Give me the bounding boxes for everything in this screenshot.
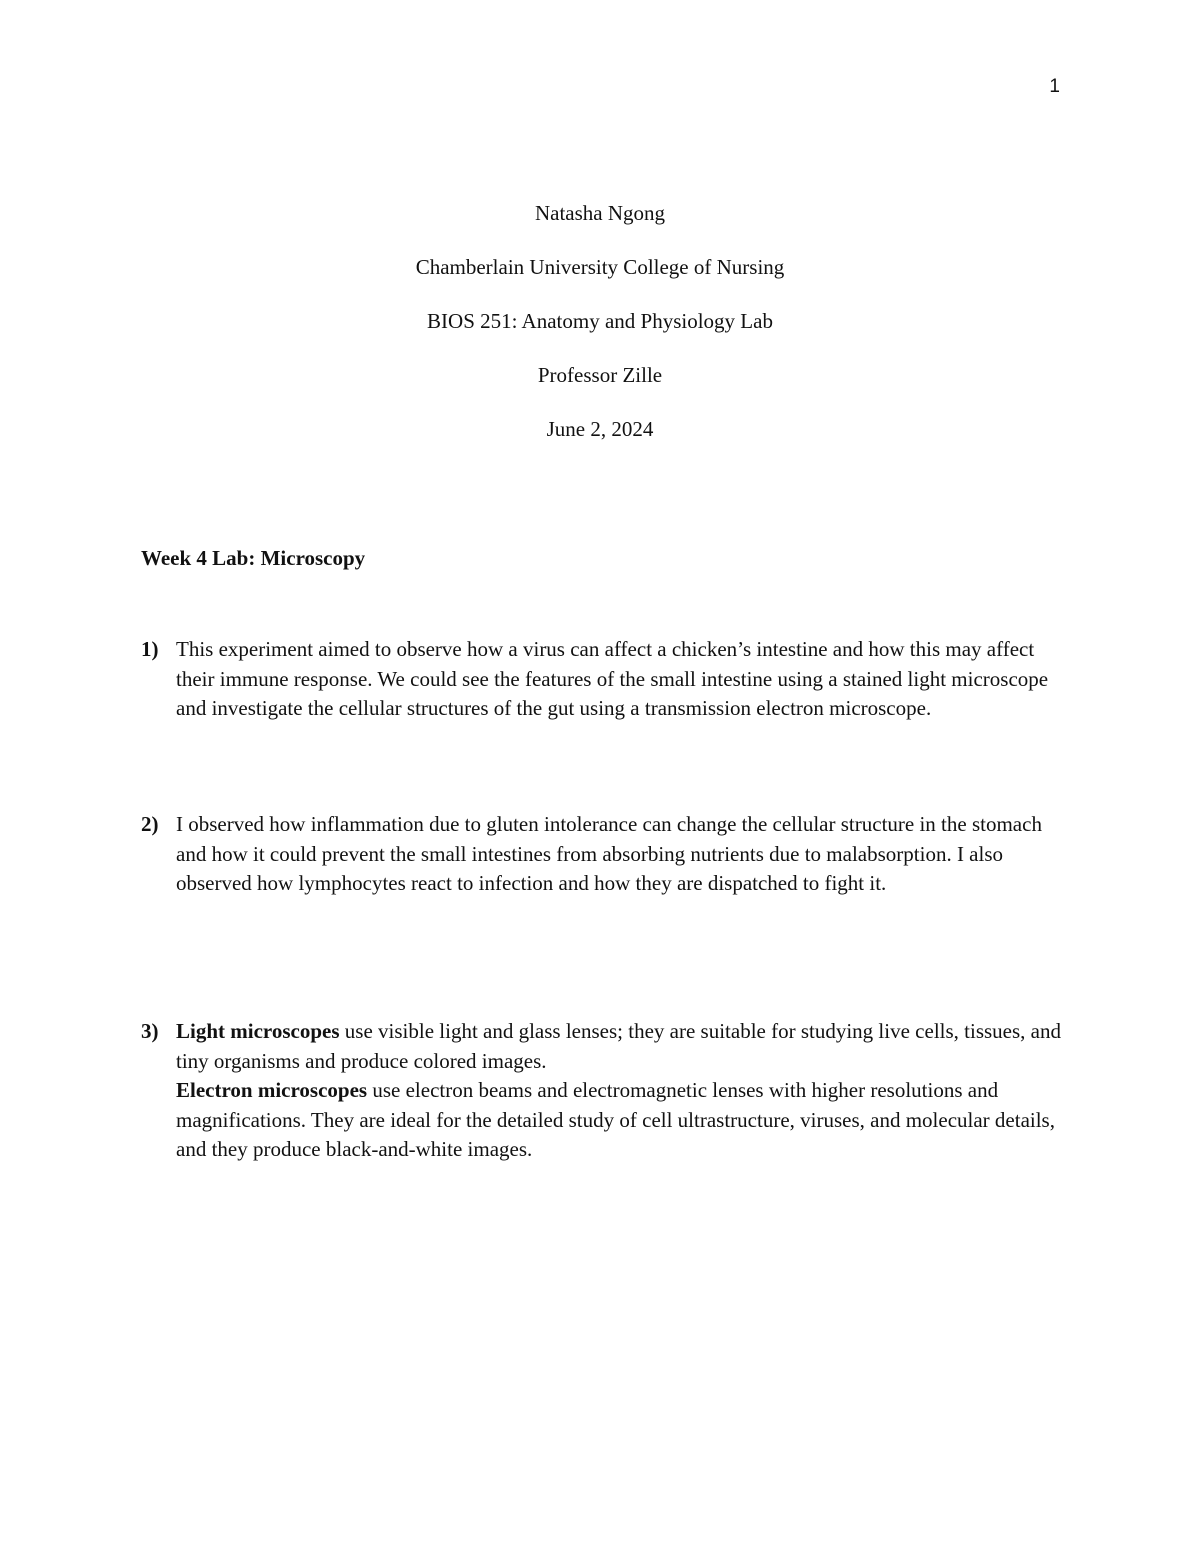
list-item <box>141 635 1071 724</box>
light-microscope-paragraph <box>176 1017 1071 1076</box>
list-item-text: I observed how inflammation due to gluten intolerance can change the cellular structure in the stomach and how it could prevent the small intestines from absorbing nutrients due to malabsorption. I also observed how lymphocytes react to infection and how they are dispatched to fight it. <box>176 812 1042 896</box>
list-item-number: 1) <box>141 637 159 661</box>
light-microscope-text: use visible light and glass lenses; they are suitable for studying live cells, tissues, and tiny organisms and produce colored images. <box>176 1019 1061 1073</box>
institution-name: Chamberlain University College of Nursing <box>415 255 785 279</box>
professor-name: Professor Zille <box>537 363 663 387</box>
list-item-body <box>176 1017 1071 1165</box>
list-item <box>141 1017 1071 1165</box>
submission-date: June 2, 2024 <box>546 417 654 441</box>
electron-microscope-term: Electron microscopes <box>176 1078 368 1103</box>
section-heading: Week 4 Lab: Microscopy <box>141 546 366 570</box>
author-name: Natasha Ngong <box>534 201 666 225</box>
course-name: BIOS 251: Anatomy and Physiology Lab <box>427 309 773 333</box>
list-item-text: This experiment aimed to observe how a virus can affect a chicken’s intestine and how this may affect their immune response. We could see the features of the small intestine using a stained light microscope and investigate the cellular structures of the gut using a transmission electron microscope. <box>176 637 1049 721</box>
title-block <box>0 186 1200 456</box>
light-microscope-term: Light microscopes <box>176 1019 340 1043</box>
list-item-number: 2) <box>141 812 159 836</box>
list-item <box>141 810 1071 899</box>
electron-microscope-paragraph <box>176 1076 1071 1165</box>
electron-microscope-text: use electron beams and electromagnetic lenses with higher resolutions and magnifications. They are ideal for the detailed study of cell ultrastructure, viruses, and molecular details, and they produce black-and-white images. <box>176 1078 1055 1162</box>
page-number: 1 <box>1049 76 1060 97</box>
list-item-number: 3) <box>141 1019 159 1043</box>
